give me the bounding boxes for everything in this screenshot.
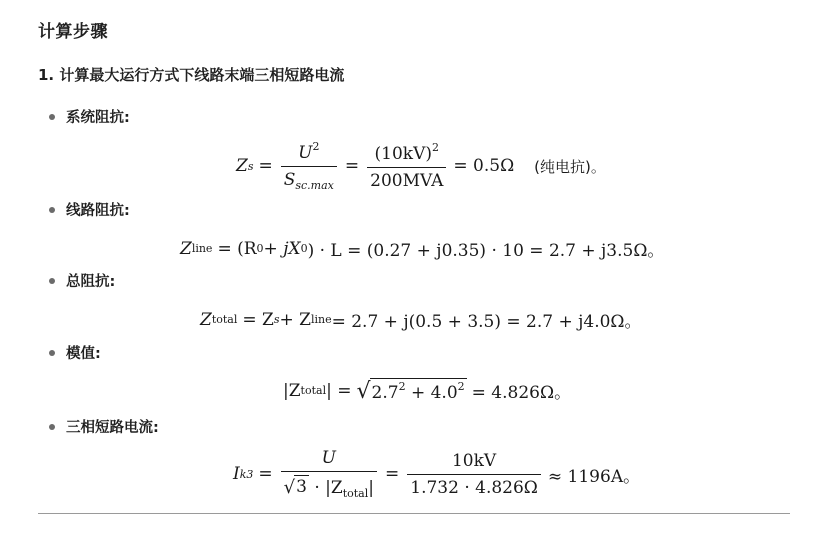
- square-root: √ $2.7^2 + 4.0^2$: [356, 379, 465, 404]
- bullet-modulus: [49, 342, 101, 363]
- bullet-dot: [49, 207, 55, 213]
- bullet-label: 三相短路电流:: [66, 420, 159, 436]
- bullet-dot: [49, 278, 55, 284]
- bullet-line-impedance: [49, 199, 130, 220]
- fraction: $\frac{U^2}{S_{sc.max}}$: [281, 140, 337, 192]
- bullet-short-circuit-current: [49, 416, 159, 437]
- bullet-label: 系统阻抗:: [66, 110, 130, 126]
- fraction: $\frac{10kV}{1.732 \cdot 4.826\Omega}$: [407, 451, 541, 498]
- subsection-title: 1. 计算最大运行方式下线路末端三相短路电流: [38, 66, 345, 84]
- fraction: $\frac{(10kV)^2}{\text{200MVA}}$: [367, 141, 446, 191]
- horizontal-rule: [38, 513, 790, 514]
- bullet-dot: [49, 114, 55, 120]
- bullet-total-impedance: [49, 270, 115, 291]
- formula-system-impedance: Z s = $\frac{U^2}{S_{sc.max}}$ = $\frac{(10kV)^2}{\text{200MVA}}$ = 0.5Ω (纯电抗)。: [236, 140, 606, 192]
- bullet-label: 模值:: [66, 346, 101, 362]
- fraction: U √ 3 · $|Z_{total}|$: [281, 448, 377, 500]
- bullet-dot: [49, 350, 55, 356]
- section-title: 计算步骤: [38, 22, 108, 42]
- formula-line-impedance: Z line = (R 0 + jX 0 ) · L = (0.27 + j0.35) · 10 = 2.7 + j3.5Ω。: [180, 238, 665, 261]
- bullet-system-impedance: [49, 106, 130, 127]
- bullet-label: 总阻抗:: [66, 274, 116, 290]
- formula-total-impedance: Z total = Z s + Z line = 2.7 + j(0.5 + 3.5) = 2.7 + j4.0Ω。: [200, 309, 642, 332]
- bullet-dot: [49, 424, 55, 430]
- formula-modulus: |Z total | = √ $2.7^2 + 4.0^2$ = 4.826Ω。: [283, 379, 572, 404]
- formula-short-circuit-current: I k3 = U √ 3 · $|Z_{total}|$ = $\frac{10kV}{1.732 \cdot 4.826\Omega}$ ≈ 1196A。: [233, 448, 641, 500]
- bullet-label: 线路阻抗:: [66, 203, 130, 219]
